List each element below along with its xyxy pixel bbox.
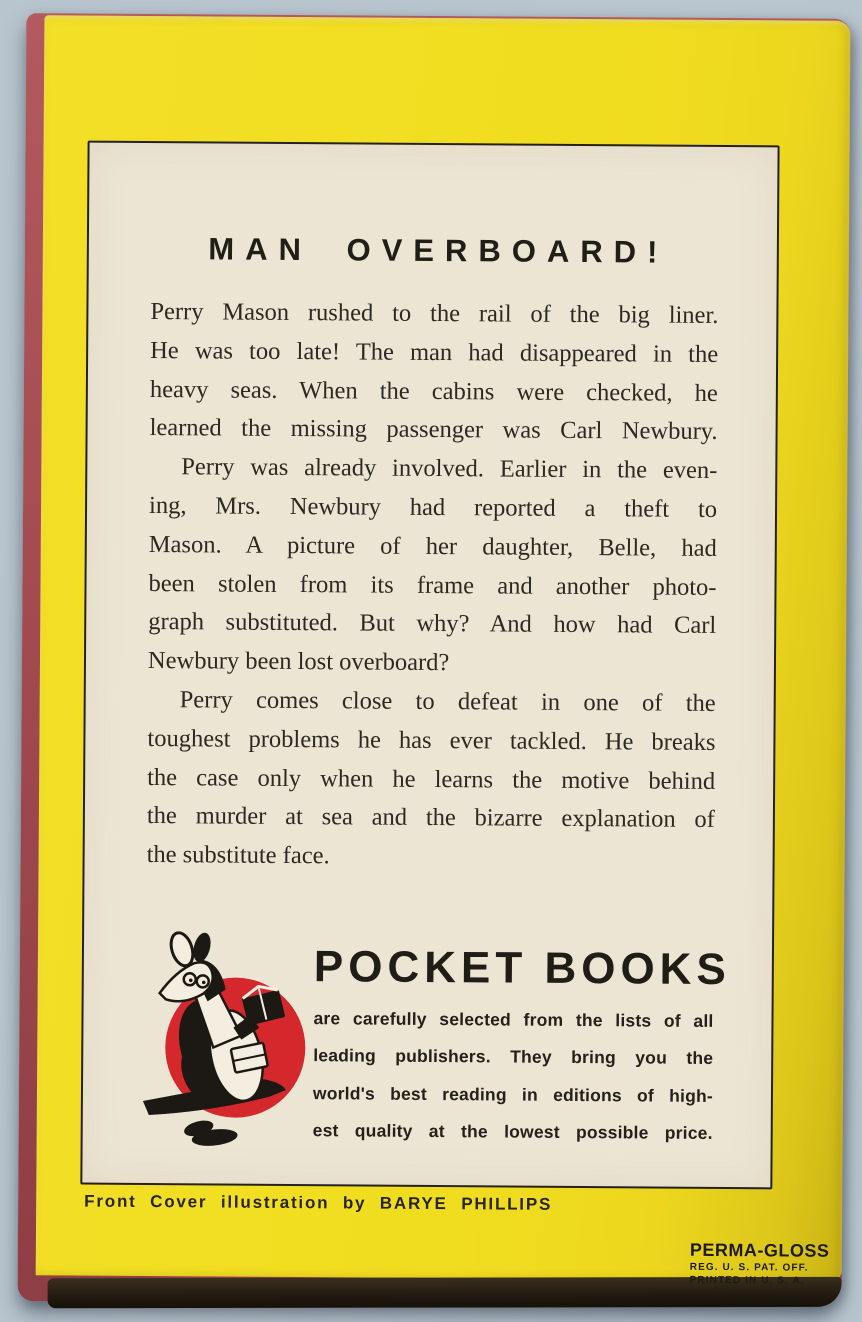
blurb-panel — [80, 141, 779, 1190]
synopsis-text — [146, 293, 718, 879]
perma-gloss-name: PERMA-GLOSS — [689, 1239, 830, 1261]
publisher-name: POCKET BOOKS — [313, 942, 731, 995]
synopsis-paragraph-3: Perry comes close to defeat in one of the toughest problems he has ever tackled. He breaks the case only when he learns the motive behind the murder at sea and the bizarre explanation of the substitute face. — [146, 686, 716, 870]
kangaroo-reading-book-icon — [141, 931, 311, 1156]
book-title: MAN OVERBOARD! — [208, 231, 669, 270]
synopsis-paragraph-2: Perry was already involved. Earlier in the even- ing, Mrs. Newbury had reported a theft to Mason. A picture of her daughter, Belle, had been stolen from its frame and another photo- graph substituted. But why? And how had Carl Newbury been lost overboard? — [147, 453, 718, 677]
perma-gloss-imprint — [690, 1240, 840, 1288]
perma-gloss-reg: REG. U. S. PAT. OFF. — [689, 1261, 809, 1274]
perma-gloss-printed: PRINTED IN U. S. A. — [689, 1274, 805, 1287]
cover-illustration-credit: Front Cover illustration by BARYE PHILLIPS — [84, 1191, 553, 1214]
publisher-blurb: are carefully selected from the lists of all leading publishers. They bring you the world's best reading in editions of high- est quality at the lowest possible price. — [312, 1008, 714, 1144]
synopsis-paragraph-1: Perry Mason rushed to the rail of the big liner. He was too late! The man had disappeared in the heavy seas. When the cabins were checked, he learned the missing passenger was Carl Newbury. — [149, 298, 719, 446]
book-back-cover — [18, 13, 851, 1307]
